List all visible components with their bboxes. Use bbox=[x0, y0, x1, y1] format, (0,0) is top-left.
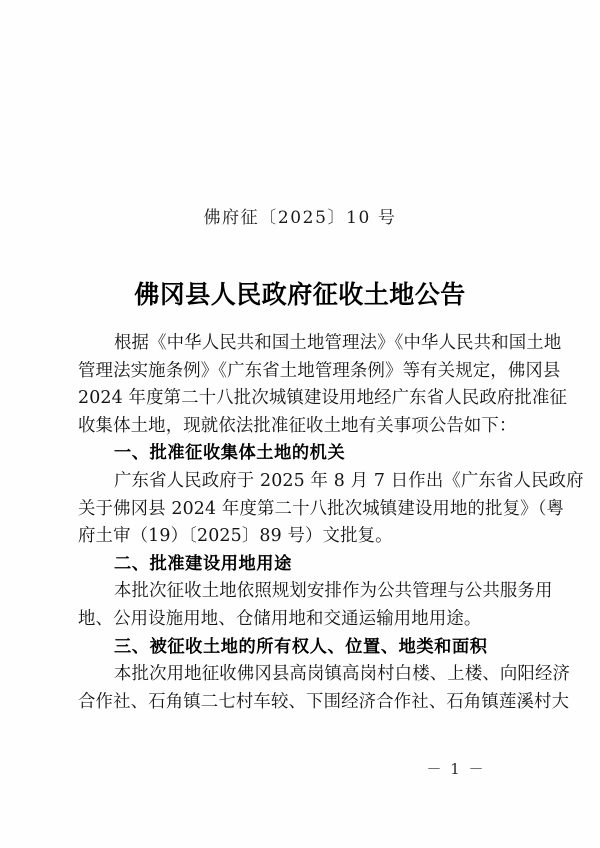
body-line: 本批次征收土地依照规划安排作为公共管理与公共服务用 bbox=[114, 581, 553, 602]
body-line: 收集体土地，现就依法批准征收土地有关事项公告如下： bbox=[78, 415, 517, 436]
section-heading: 二、批准建设用地用途 bbox=[114, 553, 292, 574]
page-title: 佛冈县人民政府征收土地公告 bbox=[134, 279, 466, 309]
document-body bbox=[78, 330, 584, 716]
section-heading: 三、被征收土地的所有权人、位置、地类和面积 bbox=[114, 636, 488, 657]
body-line: 根据《中华人民共和国土地管理法》《中华人民共和国土地 bbox=[114, 333, 562, 353]
body-line: 管理法实施条例》《广东省土地管理条例》等有关规定，佛冈县 bbox=[78, 360, 561, 381]
section-heading: 一、批准征收集体土地的机关 bbox=[114, 443, 346, 464]
body-line: 合作社、石角镇二七村车较、下围经济合作社、石角镇莲溪村大 bbox=[78, 691, 570, 712]
body-line: 关于佛冈县 2024 年度第二十八批次城镇建设用地的批复》（粤 bbox=[78, 498, 565, 519]
body-line: 广东省人民政府于 2025 年 8 月 7 日作出《广东省人民政府 bbox=[114, 470, 584, 491]
body-line: 本批次用地征收佛冈县高岗镇高岗村白楼、上楼、向阳经济 bbox=[114, 664, 571, 685]
body-line: 府土审（19）〔2025〕89 号）文批复。 bbox=[78, 526, 393, 547]
page-number: － 1 － bbox=[426, 760, 486, 778]
body-line: 地、公用设施用地、仓储用地和交通运输用地用途。 bbox=[78, 608, 482, 629]
body-line: 2024 年度第二十八批次城镇建设用地经广东省人民政府批准征 bbox=[78, 388, 568, 409]
page-footer bbox=[0, 758, 600, 779]
document-number: 佛府征〔2025〕10 号 bbox=[203, 208, 397, 228]
